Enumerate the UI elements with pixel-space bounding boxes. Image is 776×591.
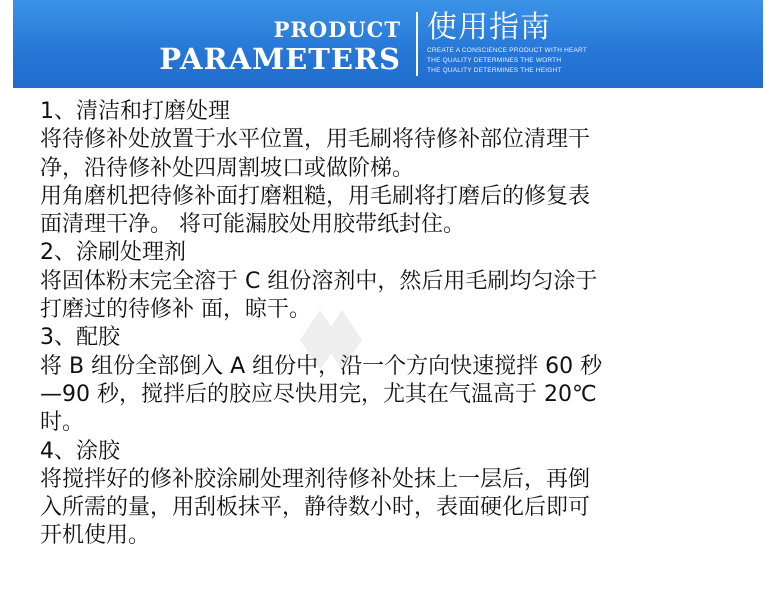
section-heading: 4、涂胶 [40, 438, 120, 464]
header-banner [13, 0, 763, 88]
banner-divider [416, 12, 418, 76]
banner-english-title [159, 18, 401, 76]
paragraph-line: 开机使用。 [40, 523, 151, 549]
instructions-text [40, 98, 744, 551]
paragraph-line: 时。 [40, 410, 85, 436]
banner-parameters-text: PARAMETERS [159, 42, 401, 76]
paragraph-line: 用角磨机把待修补面打磨粗糙，用毛刷将打磨后的修复表 [40, 183, 591, 209]
banner-chinese-title [427, 10, 587, 76]
paragraph-line: 将固体粉末完全溶于 C 组份溶剂中，然后用毛刷均匀涂于 [40, 268, 598, 294]
paragraph-line: 打磨过的待修补 面，晾干。 [40, 297, 311, 323]
banner-subtitle-2: THE QUALITY DETERMINES THE WORTH [427, 57, 562, 64]
paragraph-line: 将搅拌好的修补胶涂刷处理剂待修补处抹上一层后，再倒 [40, 466, 591, 492]
banner-product-text: PRODUCT [273, 17, 401, 42]
banner-subtitle-3: THE QUALITY DETERMINES THE HEIGHT [427, 67, 562, 74]
paragraph-line: 将 B 组份全部倒入 A 组份中，沿一个方向快速搅拌 60 秒 [40, 353, 603, 379]
paragraph-line: 面清理干净。 将可能漏胶处用胶带纸封住。 [40, 212, 465, 238]
section-heading: 2、涂刷处理剂 [40, 240, 186, 266]
paragraph-line: 入所需的量，用刮板抹平，静待数小时，表面硬化后即可 [40, 495, 591, 521]
paragraph-line: 将待修补处放置于水平位置，用毛刷将待修补部位清理干 [40, 127, 591, 153]
banner-subtitle-1: CREATE A CONSCIENCE PRODUCT WITH HEART [427, 47, 588, 54]
paragraph-line: 净，沿待修补处四周割坡口或做阶梯。 [40, 155, 415, 181]
banner-title-cn: 使用指南 [427, 10, 551, 45]
paragraph-line: —90 秒，搅拌后的胶应尽快用完，尤其在气温高于 20℃ [40, 381, 597, 407]
section-heading: 1、清洁和打磨处理 [40, 99, 230, 124]
section-heading: 3、配胶 [40, 325, 120, 351]
